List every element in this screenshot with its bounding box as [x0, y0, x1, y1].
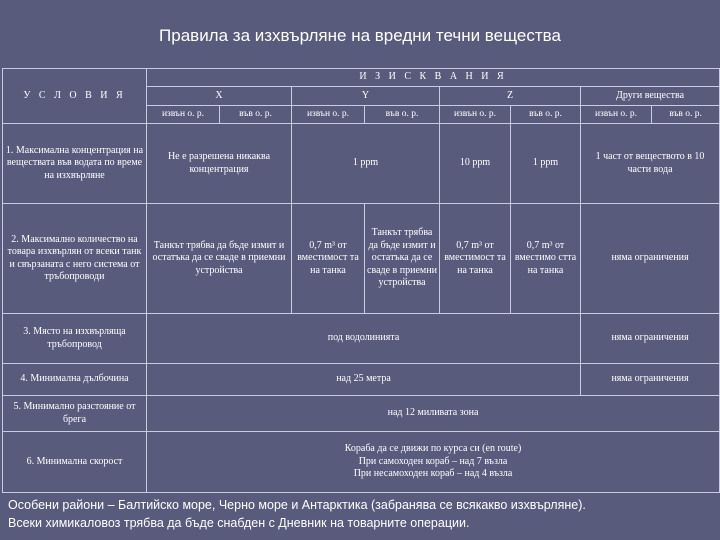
- r6-line-2: При самоходен кораб – над 7 възла: [358, 455, 508, 467]
- x-inside-header: във о. р.: [220, 106, 292, 124]
- category-x-header: X: [147, 87, 292, 106]
- z-inside-header: във о. р.: [511, 106, 581, 124]
- r2-z-inside-value: 0,7 m³ от вместимо стта на танка: [511, 204, 581, 314]
- r3-other-value: няма ограничения: [581, 314, 720, 364]
- r2-z-outside-value: 0,7 m³ от вместимост та на танка: [440, 204, 511, 314]
- r3-main-value: под водолинията: [147, 314, 581, 364]
- r1-z-inside-value: 1 ppm: [511, 124, 581, 204]
- footer-notes: [8, 496, 718, 532]
- condition-min-depth: 4. Минимална дълбочина: [3, 364, 147, 396]
- r5-main-value: над 12 миливата зона: [147, 396, 720, 432]
- other-inside-header: във о. р.: [652, 106, 720, 124]
- r1-other-value: 1 част от веществото в 10 части вода: [581, 124, 720, 204]
- r6-main-value: [147, 432, 720, 493]
- category-other-header: Други вещества: [581, 87, 720, 106]
- category-z-header: Z: [440, 87, 581, 106]
- condition-min-distance: 5. Минимално разстояние от брега: [3, 396, 147, 432]
- other-outside-header: извън о. р.: [581, 106, 652, 124]
- condition-max-cargo-amount: 2. Максимално количество на товара изхвърлян от всеки танк и свързаната с него система от тръбопроводи: [3, 204, 147, 314]
- footer-special-areas: Особени райони – Балтийско море, Черно море и Антарктика (забранява се всякакво изхвърляне).: [8, 498, 586, 512]
- y-inside-header: във о. р.: [365, 106, 440, 124]
- r2-other-value: няма ограничения: [581, 204, 720, 314]
- r4-other-value: няма ограничения: [581, 364, 720, 396]
- r6-line-1: Кораба да се движи по курса си (en route): [344, 443, 522, 455]
- r6-line-3: При несамоходен кораб – над 4 възла: [353, 468, 513, 480]
- r1-z-outside-value: 10 ppm: [440, 124, 511, 204]
- discharge-rules-table: [2, 68, 720, 493]
- page-title: Правила за изхвърляне на вредни течни вещества: [159, 26, 561, 45]
- requirements-header: И З И С К В А Н И Я: [147, 69, 720, 87]
- y-outside-header: извън о. р.: [292, 106, 365, 124]
- conditions-header: У С Л О В И Я: [3, 69, 147, 124]
- r2-y-inside-value: Танкът трябва да бъде измит и остатъка да се сваде в приемни устройства: [365, 204, 440, 314]
- x-outside-header: извън о. р.: [147, 106, 220, 124]
- r2-y-outside-value: 0,7 m³ от вместимост та на танка: [292, 204, 365, 314]
- category-y-header: Y: [292, 87, 440, 106]
- condition-min-speed: 6. Минимална скорост: [3, 432, 147, 493]
- footer-logbook-note: Всеки химикаловоз трябва да бъде снабден с Дневник на товарните операции.: [8, 516, 470, 530]
- condition-discharge-location: 3. Място на изхвърляща тръбопровод: [3, 314, 147, 364]
- r1-y-value: 1 ppm: [292, 124, 440, 204]
- condition-max-concentration: 1. Максимална концентрация на веществата във водата по време на изхвърляне: [3, 124, 147, 204]
- r1-x-value: Не е разрешена никаква концентрация: [147, 124, 292, 204]
- r2-x-value: Танкът трябва да бъде измит и остатъка да се сваде в приемни устройства: [147, 204, 292, 314]
- z-outside-header: извън о. р.: [440, 106, 511, 124]
- r4-main-value: над 25 метра: [147, 364, 581, 396]
